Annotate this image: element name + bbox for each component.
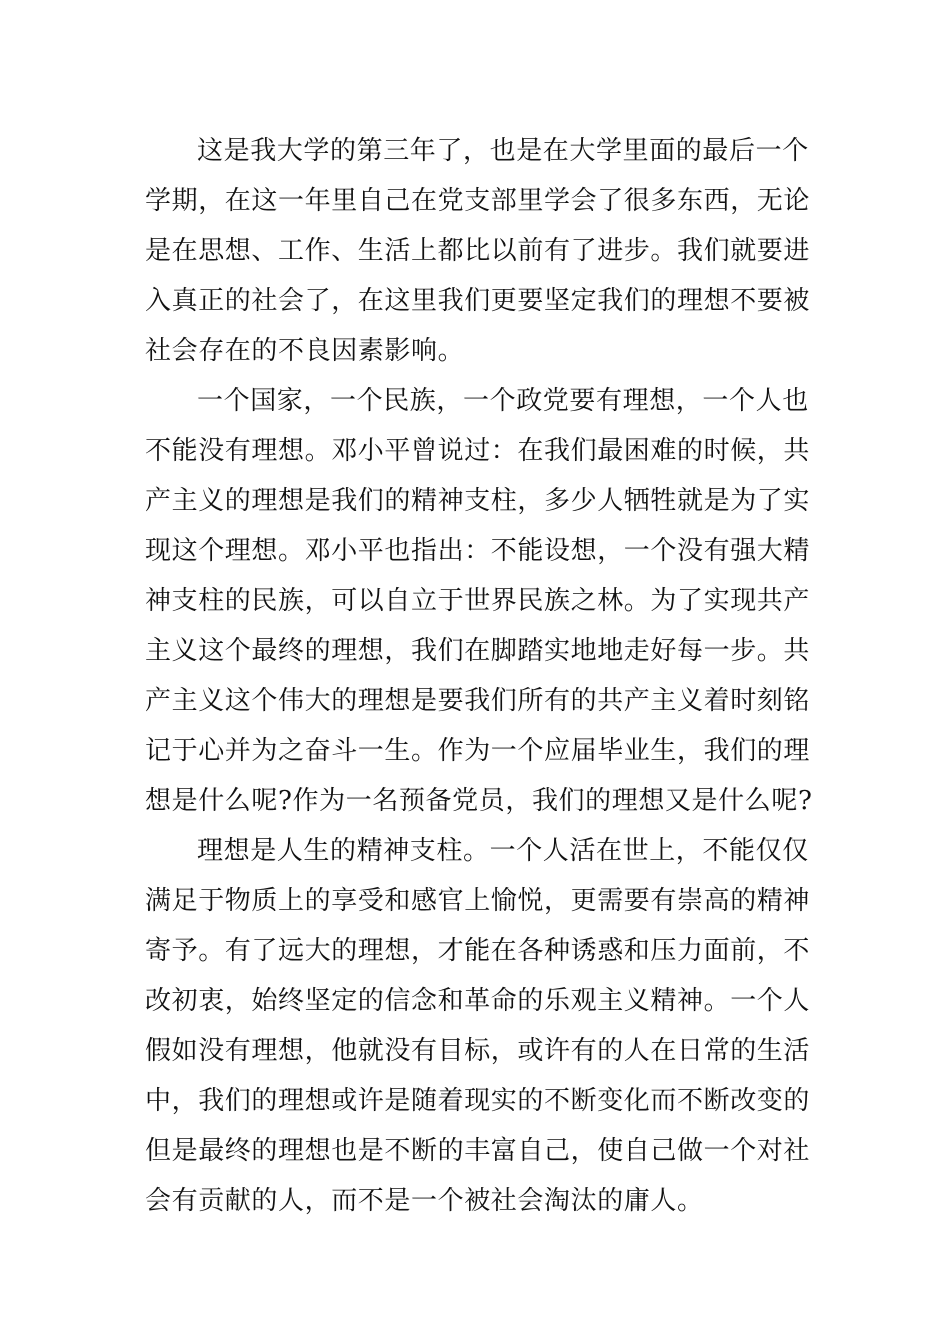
text-line: 入真正的社会了，在这里我们更要坚定我们的理想不要被 (145, 286, 811, 316)
text-line: 记于心并为之奋斗一生。作为一个应届毕业生，我们的理 (145, 736, 811, 766)
text-line: 满足于物质上的享受和感官上愉悦，更需要有崇高的精神 (145, 886, 811, 916)
text-line: 一个国家，一个民族，一个政党要有理想，一个人也 (197, 386, 809, 416)
text-line: 但是最终的理想也是不断的丰富自己，使自己做一个对社 (145, 1136, 811, 1166)
text-line: 学期，在这一年里自己在党支部里学会了很多东西，无论 (145, 186, 811, 216)
text-line: 假如没有理想，他就没有目标，或许有的人在日常的生活 (145, 1036, 811, 1066)
text-line: 中，我们的理想或许是随着现实的不断变化而不断改变的 (145, 1086, 811, 1116)
text-line: 改初衷，始终坚定的信念和革命的乐观主义精神。一个人 (145, 986, 811, 1016)
text-line: 社会存在的不良因素影响。 (145, 336, 465, 366)
paragraph-3 (145, 826, 809, 1226)
text-line: 是在思想、工作、生活上都比以前有了进步。我们就要进 (145, 236, 811, 266)
document-body (145, 126, 813, 1226)
text-line: 产主义的理想是我们的精神支柱，多少人牺牲就是为了实 (145, 486, 811, 516)
paragraph-1 (145, 126, 809, 376)
text-line: 现这个理想。邓小平也指出：不能设想，一个没有强大精 (145, 536, 811, 566)
text-line: 寄予。有了远大的理想，才能在各种诱惑和压力面前，不 (145, 936, 811, 966)
text-line: 神支柱的民族，可以自立于世界民族之林。为了实现共产 (145, 586, 811, 616)
text-line: 不能没有理想。邓小平曾说过：在我们最困难的时候，共 (145, 436, 811, 466)
text-line: 产主义这个伟大的理想是要我们所有的共产主义着时刻铭 (145, 686, 811, 716)
text-line: 想是什么呢?作为一名预备党员，我们的理想又是什么呢? (145, 786, 813, 816)
text-line: 会有贡献的人，而不是一个被社会淘汰的庸人。 (145, 1186, 704, 1216)
paragraph-2 (145, 376, 813, 826)
text-line: 理想是人生的精神支柱。一个人活在世上，不能仅仅 (197, 836, 809, 866)
text-line: 主义这个最终的理想，我们在脚踏实地地走好每一步。共 (145, 636, 811, 666)
text-line: 这是我大学的第三年了，也是在大学里面的最后一个 (197, 136, 809, 166)
